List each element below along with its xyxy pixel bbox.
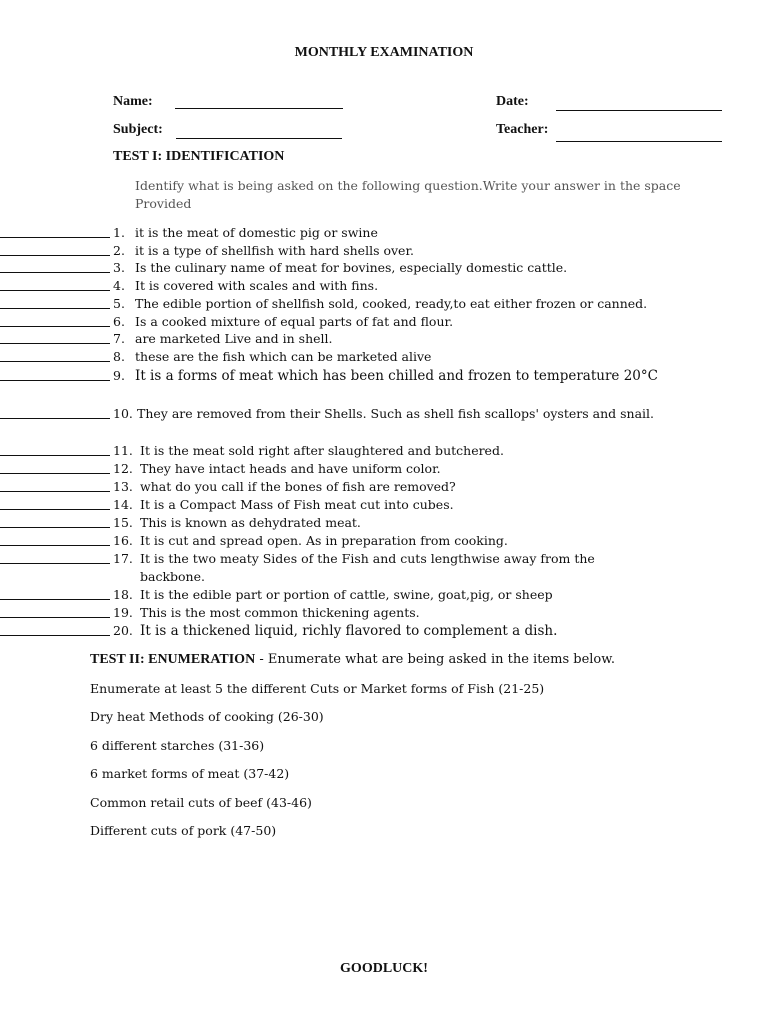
enumeration-item: 6 different starches (31-36) (90, 738, 265, 753)
question-item (0, 313, 768, 331)
question-number: 8. (113, 349, 125, 364)
question-item (0, 586, 768, 604)
question-item (0, 514, 768, 532)
test1-heading: TEST I: IDENTIFICATION (113, 149, 285, 164)
answer-line (0, 418, 110, 419)
question-item (0, 405, 768, 441)
test2-heading-instructions: - Enumerate what are being asked in the items below. (255, 652, 615, 667)
answer-line (0, 290, 110, 291)
question-number: 6. (113, 314, 125, 329)
answer-line (0, 545, 110, 546)
question-text: It is covered with scales and with fins. (135, 278, 379, 293)
answer-line (0, 380, 110, 381)
question-text: It is the edible part or portion of cattle, swine, goat,pig, or sheep (140, 587, 553, 602)
question-number: 19. (113, 605, 133, 620)
answer-line (0, 308, 110, 309)
test2-heading: TEST II: ENUMERATION (90, 652, 256, 667)
question-number: 13. (113, 479, 133, 494)
question-number: 15. (113, 515, 133, 530)
question-text: are marketed Live and in shell. (135, 331, 333, 346)
test2-heading-row (90, 652, 615, 668)
question-text: It is a thickened liquid, richly flavored to complement a dish. (140, 623, 558, 639)
question-item (0, 442, 768, 460)
question-number: 4. (113, 278, 125, 293)
question-item (0, 348, 768, 366)
question-item (0, 295, 768, 313)
answer-line (0, 455, 110, 456)
name-answer-line (175, 108, 343, 109)
question-item (0, 242, 768, 260)
enumeration-item: Enumerate at least 5 the different Cuts or Market forms of Fish (21-25) (90, 681, 545, 696)
enumeration-item: Common retail cuts of beef (43-46) (90, 795, 312, 810)
answer-line (0, 599, 110, 600)
answer-line (0, 255, 110, 256)
name-label: Name: (113, 94, 153, 109)
question-text: It is the two meaty Sides of the Fish and cuts lengthwise away from the backbone. (140, 551, 595, 584)
question-text: The edible portion of shellfish sold, cooked, ready,to eat either frozen or canned. (135, 296, 648, 311)
answer-line (0, 361, 110, 362)
answer-line (0, 617, 110, 618)
question-number: 11. (113, 443, 133, 458)
answer-line (0, 509, 110, 510)
enumeration-item: Different cuts of pork (47-50) (90, 823, 277, 838)
question-item (0, 550, 768, 586)
answer-line (0, 237, 110, 238)
enumeration-item: 6 market forms of meat (37-42) (90, 766, 290, 781)
enumeration-item: Dry heat Methods of cooking (26-30) (90, 709, 324, 724)
question-text: This is known as dehydrated meat. (140, 515, 361, 530)
question-text: these are the fish which can be marketed alive (135, 349, 432, 364)
answer-line (0, 343, 110, 344)
question-text: This is the most common thickening agents. (140, 605, 420, 620)
date-answer-line (556, 110, 722, 111)
question-item (0, 604, 768, 622)
answer-line (0, 272, 110, 273)
question-item (0, 224, 768, 242)
teacher-label: Teacher: (496, 122, 549, 137)
question-text: They have intact heads and have uniform color. (140, 461, 441, 476)
answer-line (0, 527, 110, 528)
question-number: 10. (113, 406, 133, 421)
question-text: It is a Compact Mass of Fish meat cut into cubes. (140, 497, 454, 512)
question-text: It is cut and spread open. As in preparation from cooking. (140, 533, 508, 548)
question-number: 17. (113, 551, 133, 566)
question-number: 3. (113, 260, 125, 275)
question-item (0, 277, 768, 295)
subject-label: Subject: (113, 122, 163, 137)
question-text: They are removed from their Shells. Such as shell fish scallops' oysters and snail. (137, 406, 654, 421)
question-number: 14. (113, 497, 133, 512)
question-text: Is the culinary name of meat for bovines, especially domestic cattle. (135, 260, 568, 275)
question-text: It is the meat sold right after slaughtered and butchered. (140, 443, 504, 458)
question-item (0, 330, 768, 348)
teacher-answer-line (556, 141, 722, 142)
question-number: 9. (113, 368, 125, 383)
question-item (0, 532, 768, 550)
question-number: 1. (113, 225, 125, 240)
answer-line (0, 326, 110, 327)
date-label: Date: (496, 94, 529, 109)
subject-answer-line (176, 138, 342, 139)
question-number: 16. (113, 533, 133, 548)
question-item (0, 367, 768, 405)
question-number: 2. (113, 243, 125, 258)
question-text: what do you call if the bones of fish are removed? (140, 479, 456, 494)
question-item (0, 259, 768, 277)
question-number: 12. (113, 461, 133, 476)
question-text: It is a forms of meat which has been chilled and frozen to temperature 20°C (135, 368, 658, 384)
question-text: it is a type of shellfish with hard shells over. (135, 243, 415, 258)
question-item (0, 622, 768, 640)
test1-instructions: Identify what is being asked on the following question.Write your answer in the space Provided (135, 178, 681, 211)
question-item (0, 478, 768, 496)
question-item (0, 460, 768, 478)
question-text: Is a cooked mixture of equal parts of fat and flour. (135, 314, 454, 329)
exam-title: MONTHLY EXAMINATION (294, 45, 474, 60)
question-text: it is the meat of domestic pig or swine (135, 225, 378, 240)
footer-goodluck: GOODLUCK! (340, 961, 428, 976)
question-item (0, 496, 768, 514)
answer-line (0, 563, 110, 564)
answer-line (0, 473, 110, 474)
question-number: 20. (113, 623, 133, 638)
answer-line (0, 491, 110, 492)
question-number: 7. (113, 331, 125, 346)
answer-line (0, 635, 110, 636)
question-number: 18. (113, 587, 133, 602)
question-number: 5. (113, 296, 125, 311)
